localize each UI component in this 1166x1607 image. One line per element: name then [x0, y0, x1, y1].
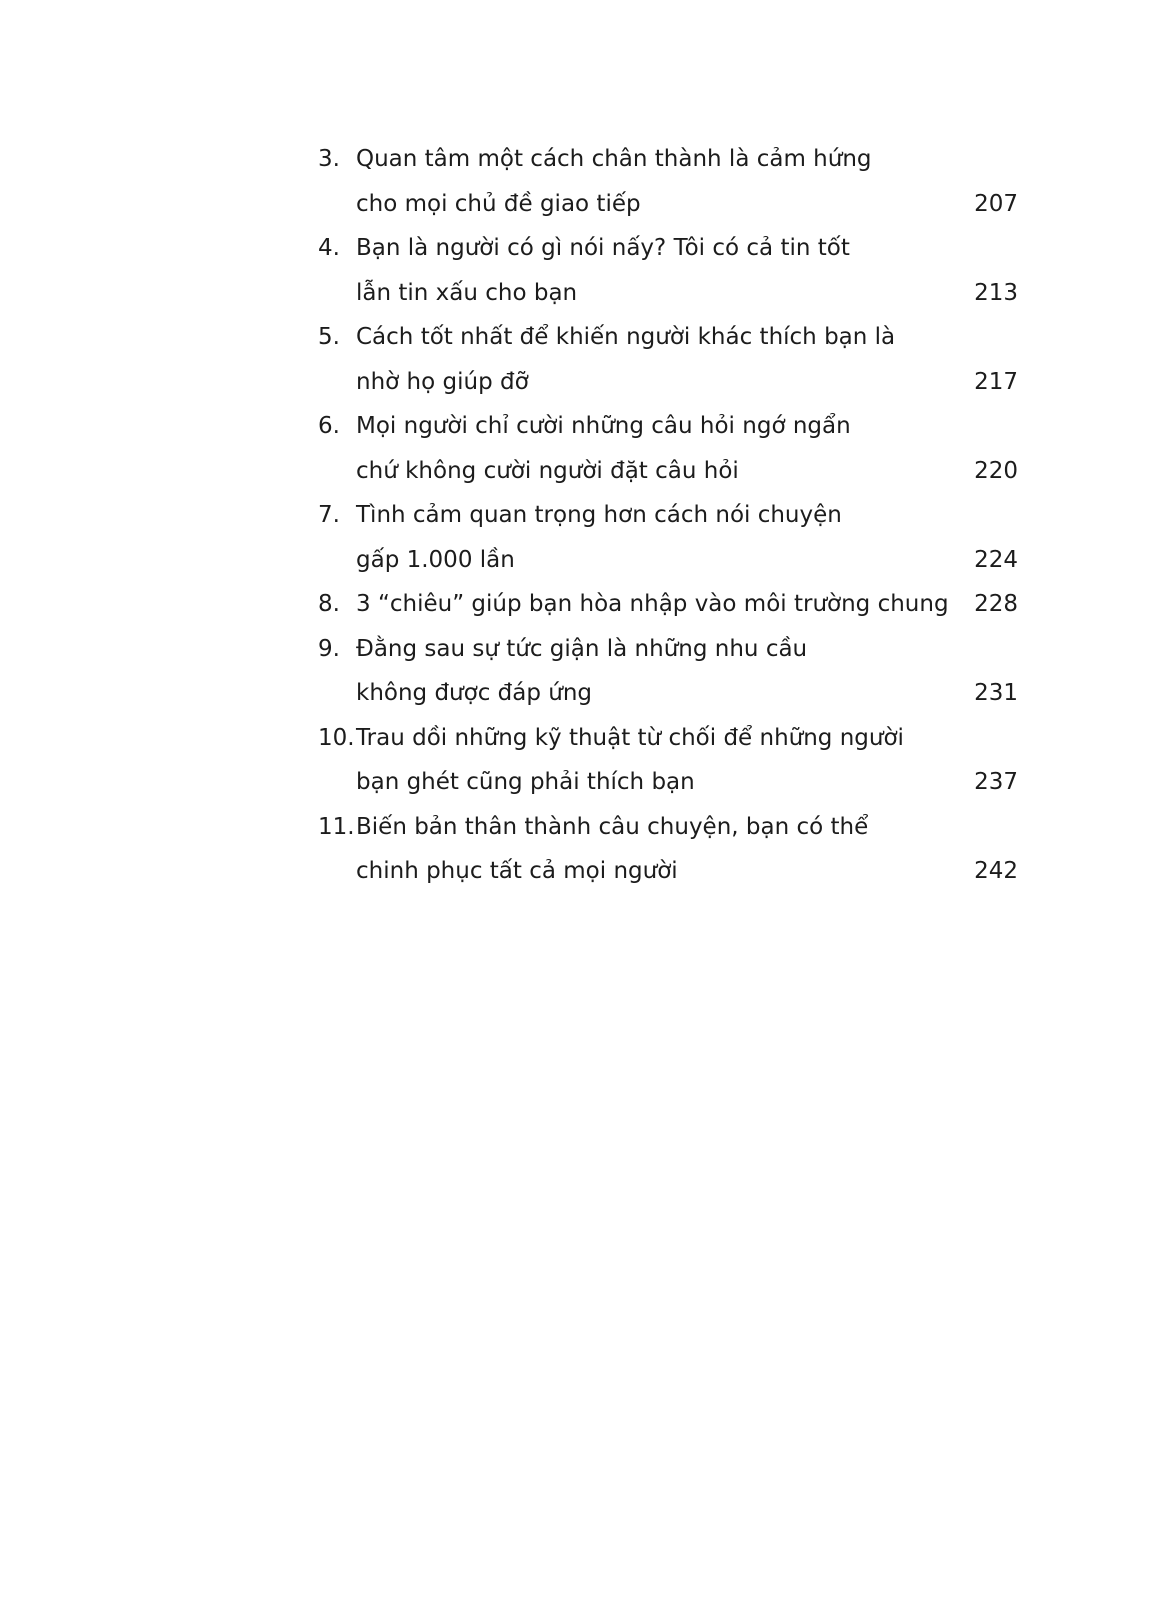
toc-entry-number: 5.	[318, 324, 340, 350]
toc-entry-number: 7.	[318, 502, 340, 528]
toc-entry-line	[318, 671, 1018, 716]
toc-entry-line	[318, 760, 1018, 805]
toc-entry-page-number: 228	[974, 591, 1018, 617]
toc-entry-title: Cách tốt nhất để khiến người khác thích bạn là	[356, 324, 896, 350]
toc-entry-line	[318, 582, 1018, 627]
toc-entry-title: Bạn là người có gì nói nấy? Tôi có cả tin tốt	[356, 235, 850, 261]
toc-entry	[318, 493, 1018, 582]
toc-entry-line	[318, 404, 1018, 449]
toc-entry-line	[318, 849, 1018, 894]
toc-entry	[318, 627, 1018, 716]
toc-entry-number: 3.	[318, 146, 340, 172]
toc-entry-title: 3 “chiêu” giúp bạn hòa nhập vào môi trường chung	[356, 591, 949, 617]
toc-entry-page-number: 224	[974, 546, 1018, 573]
toc-entry-line	[318, 137, 1018, 182]
table-of-contents	[318, 137, 1018, 894]
toc-entry-title: chinh phục tất cả mọi người	[356, 858, 678, 884]
toc-entry-page-number: 213	[974, 279, 1018, 306]
toc-entry-title: Biến bản thân thành câu chuyện, bạn có thể	[356, 813, 869, 840]
toc-entry	[318, 404, 1018, 493]
toc-entry-title: cho mọi chủ đề giao tiếp	[356, 190, 641, 217]
toc-entry-number: 9.	[318, 635, 340, 662]
toc-entry-title: lẫn tin xấu cho bạn	[356, 279, 578, 306]
toc-entry-page-number: 220	[974, 457, 1018, 484]
toc-entry-line	[318, 627, 1018, 672]
toc-entry-title: Đằng sau sự tức giận là những nhu cầu	[356, 635, 808, 662]
toc-entry-title: gấp 1.000 lần	[356, 546, 515, 573]
toc-entry-page-number: 231	[974, 680, 1018, 706]
toc-entry-title: không được đáp ứng	[356, 680, 593, 706]
toc-entry-line	[318, 449, 1018, 494]
toc-entry-number: 4.	[318, 235, 340, 261]
toc-entry-page-number: 237	[974, 769, 1018, 795]
toc-entry-title: Mọi người chỉ cười những câu hỏi ngớ ngẩn	[356, 413, 851, 439]
toc-entry-title: Tình cảm quan trọng hơn cách nói chuyện	[356, 502, 842, 528]
toc-entry-line	[318, 493, 1018, 538]
toc-entry-title: nhờ họ giúp đỡ	[356, 368, 529, 395]
toc-entry-line	[318, 538, 1018, 583]
toc-entry-line	[318, 271, 1018, 316]
toc-entry	[318, 582, 1018, 627]
toc-entry-line	[318, 360, 1018, 405]
toc-entry-number: 8.	[318, 591, 340, 617]
toc-entry	[318, 315, 1018, 404]
toc-entry	[318, 137, 1018, 226]
toc-entry-number: 11.	[318, 813, 355, 840]
toc-entry-title: Quan tâm một cách chân thành là cảm hứng	[356, 146, 872, 172]
toc-entry-page-number: 207	[974, 190, 1018, 217]
toc-entry-title: Trau dồi những kỹ thuật từ chối để những người	[356, 724, 904, 751]
toc-entry-number: 6.	[318, 413, 340, 439]
toc-entry-title: bạn ghét cũng phải thích bạn	[356, 769, 695, 795]
toc-entry	[318, 716, 1018, 805]
toc-entry-page-number: 242	[974, 858, 1018, 884]
toc-entry-line	[318, 182, 1018, 227]
toc-entry-title: chứ không cười người đặt câu hỏi	[356, 457, 739, 484]
toc-entry	[318, 226, 1018, 315]
toc-entry-line	[318, 226, 1018, 271]
toc-entry	[318, 805, 1018, 894]
toc-entry-line	[318, 805, 1018, 850]
toc-entry-line	[318, 716, 1018, 761]
toc-entry-page-number: 217	[974, 368, 1018, 395]
toc-entry-line	[318, 315, 1018, 360]
toc-entry-number: 10.	[318, 724, 355, 751]
